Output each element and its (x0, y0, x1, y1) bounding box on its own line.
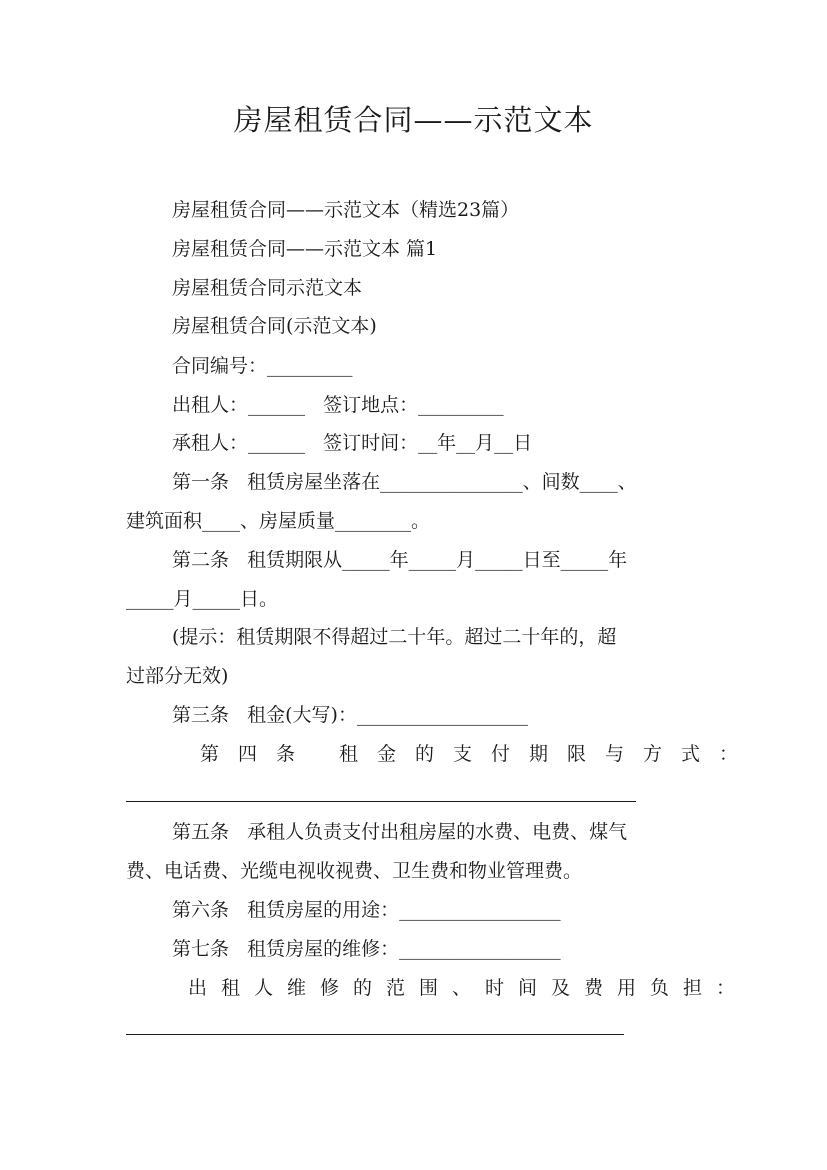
article-1-line-2: 建筑面积____、房屋质量________。 (126, 510, 431, 532)
article-5-line-1: 第五条 承租人负责支付出租房屋的水费、电费、煤气 (172, 821, 628, 843)
note-line-2: 过部分无效) (126, 665, 229, 687)
article-5-line-2: 费、电话费、光缆电视收视费、卫生费和物业管理费。 (126, 860, 583, 882)
article-2-line-2: _____月_____日。 (126, 588, 279, 610)
article-4-blank-line (126, 801, 636, 802)
maintenance-scope: 出租人维修的范围、时间及费用负担： (188, 977, 750, 999)
article-2-line-1: 第二条 租赁期限从_____年_____月_____日至_____年 (172, 549, 628, 571)
document-title: 房屋租赁合同——示范文本 (233, 103, 594, 137)
line-lessor: 出租人：______ 签订地点：_________ (172, 394, 504, 416)
line-contract-name: 房屋租赁合同示范文本 (172, 277, 363, 299)
note-line-1: (提示：租赁期限不得超过二十年。超过二十年的，超 (172, 626, 617, 648)
line-section-heading: 房屋租赁合同——示范文本 篇1 (172, 238, 438, 260)
maintenance-blank-line (126, 1034, 624, 1035)
article-6: 第六条 租赁房屋的用途：_________________ (172, 899, 561, 921)
article-1-line-1: 第一条 租赁房屋坐落在_______________、间数____、 (172, 471, 637, 493)
line-contract-name-alt: 房屋租赁合同(示范文本) (172, 315, 377, 337)
line-subtitle: 房屋租赁合同——示范文本（精选23篇） (172, 199, 520, 221)
article-3: 第三条 租金(大写)：__________________ (172, 704, 528, 726)
line-contract-number: 合同编号：_________ (172, 355, 353, 377)
article-7: 第七条 租赁房屋的维修：_________________ (172, 938, 561, 960)
article-4: 第四条 租金的支付期限与方式： (200, 743, 758, 765)
line-lessee: 承租人：______ 签订时间：__年__月__日 (172, 432, 533, 454)
